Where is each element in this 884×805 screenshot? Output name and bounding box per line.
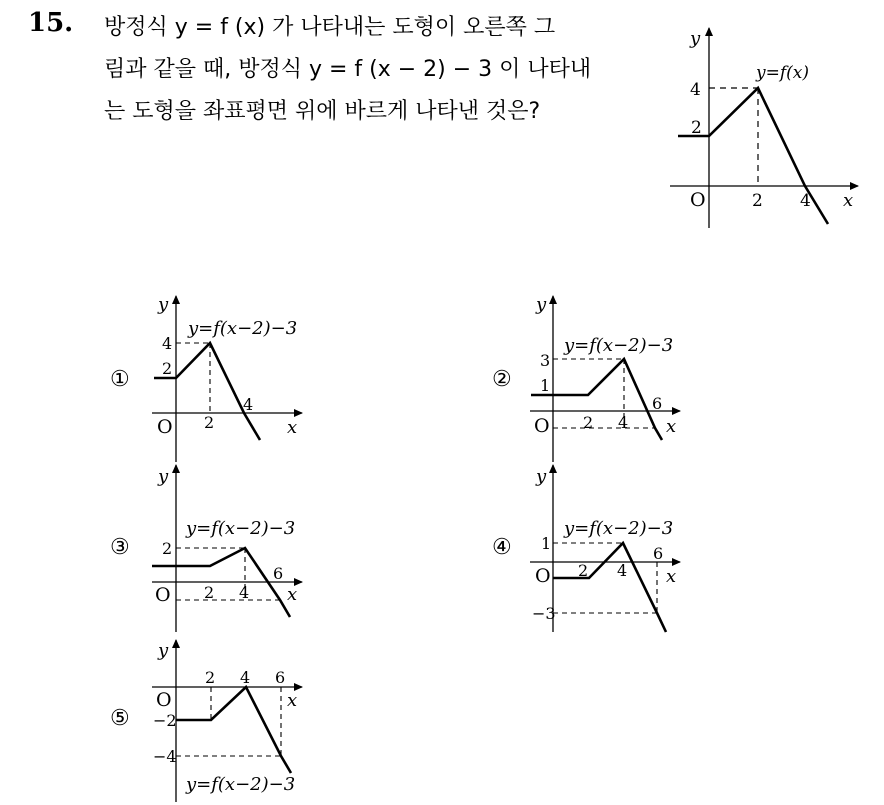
choice-1-tick-y4: 4 bbox=[162, 334, 173, 353]
choice-4-tick-x4: 4 bbox=[617, 561, 628, 580]
choice-3-y-label: y bbox=[158, 466, 169, 487]
choice-5-tick-x2: 2 bbox=[205, 668, 216, 687]
choice-1-tick-y2: 2 bbox=[162, 359, 173, 378]
choice-4-y-label: y bbox=[536, 466, 547, 487]
choice-3-origin: O bbox=[155, 584, 171, 606]
choice-2-tick-x2: 2 bbox=[583, 413, 594, 432]
ref-tick-y4: 4 bbox=[690, 80, 701, 100]
ref-y-label: y bbox=[690, 28, 701, 49]
choice-5-y-label: y bbox=[158, 640, 169, 661]
choice-4-origin: O bbox=[535, 565, 551, 587]
choice-4-tick-x2: 2 bbox=[578, 561, 589, 580]
choice-5-origin: O bbox=[156, 689, 172, 711]
choice-4-x-label: x bbox=[666, 566, 677, 587]
choice-1-function-label: y=f(x−2)−3 bbox=[188, 318, 298, 339]
question-number: 15. bbox=[28, 8, 74, 38]
choice-4-curve bbox=[553, 543, 666, 632]
choice-3-graph bbox=[110, 465, 302, 632]
choice-5-x-label: x bbox=[287, 690, 298, 711]
choice-2-tick-x6: 6 bbox=[652, 394, 663, 413]
choice-3-marker: ③ bbox=[110, 535, 130, 560]
choice-4-tick-y1: 1 bbox=[541, 534, 552, 553]
choice-3-function-label: y=f(x−2)−3 bbox=[186, 518, 296, 539]
choice-2-curve bbox=[531, 359, 662, 440]
choice-3-x-label: x bbox=[287, 584, 298, 605]
choice-2-y-label: y bbox=[536, 294, 547, 315]
choice-5-graph bbox=[110, 640, 302, 802]
ref-tick-x4: 4 bbox=[800, 191, 811, 211]
choice-2-x-label: x bbox=[666, 416, 677, 437]
choice-1-marker: ① bbox=[110, 367, 130, 392]
reference-graph bbox=[670, 28, 858, 228]
choice-2-tick-x4: 4 bbox=[618, 413, 629, 432]
choice-2-tick-y1: 1 bbox=[540, 376, 551, 395]
question-line-2: 림과 같을 때, 방정식 y = f (x − 2) − 3 이 나타내 bbox=[104, 57, 592, 82]
choice-5-curve bbox=[176, 687, 291, 773]
ref-x-label: x bbox=[843, 190, 854, 211]
ref-origin: O bbox=[690, 189, 706, 211]
choice-1-graph bbox=[110, 294, 302, 462]
choice-2-tick-y3: 3 bbox=[540, 351, 551, 370]
question-line-1: 방정식 y = f (x) 가 나타내는 도형이 오른쪽 그 bbox=[104, 15, 556, 40]
choice-3-tick-x4: 4 bbox=[239, 583, 250, 602]
choice-5-tick-y-neg2: −2 bbox=[153, 711, 177, 730]
choice-4-tick-x6: 6 bbox=[653, 544, 664, 563]
choice-2-origin: O bbox=[534, 415, 550, 437]
choice-5-tick-y-neg4: −4 bbox=[153, 747, 177, 766]
choice-1-origin: O bbox=[157, 416, 173, 438]
ref-tick-x2: 2 bbox=[752, 191, 763, 211]
choice-5-tick-x6: 6 bbox=[275, 668, 286, 687]
choice-4-graph bbox=[492, 465, 680, 632]
choice-5-function-label: y=f(x−2)−3 bbox=[186, 774, 296, 795]
question-line-3: 는 도형을 좌표평면 위에 바르게 나타낸 것은? bbox=[104, 99, 541, 124]
choice-3-tick-x6: 6 bbox=[273, 564, 284, 583]
ref-tick-y2: 2 bbox=[691, 118, 702, 138]
choice-4-tick-y-neg3: −3 bbox=[532, 604, 556, 623]
choice-3-tick-y2: 2 bbox=[162, 539, 173, 558]
choice-4-function-label: y=f(x−2)−3 bbox=[564, 518, 674, 539]
choice-5-marker: ⑤ bbox=[110, 706, 130, 731]
ref-function-label: y=f(x) bbox=[756, 63, 809, 83]
choice-1-y-label: y bbox=[158, 294, 169, 315]
choice-2-function-label: y=f(x−2)−3 bbox=[564, 335, 674, 356]
choice-4-marker: ④ bbox=[492, 535, 512, 560]
choice-1-x-label: x bbox=[287, 417, 298, 438]
choice-5-tick-x4: 4 bbox=[240, 668, 251, 687]
choice-1-tick-x2: 2 bbox=[204, 413, 215, 432]
choice-1-tick-x4: 4 bbox=[243, 395, 254, 414]
choice-3-tick-x2: 2 bbox=[204, 583, 215, 602]
choice-2-graph bbox=[492, 294, 680, 462]
choice-2-marker: ② bbox=[492, 367, 512, 392]
